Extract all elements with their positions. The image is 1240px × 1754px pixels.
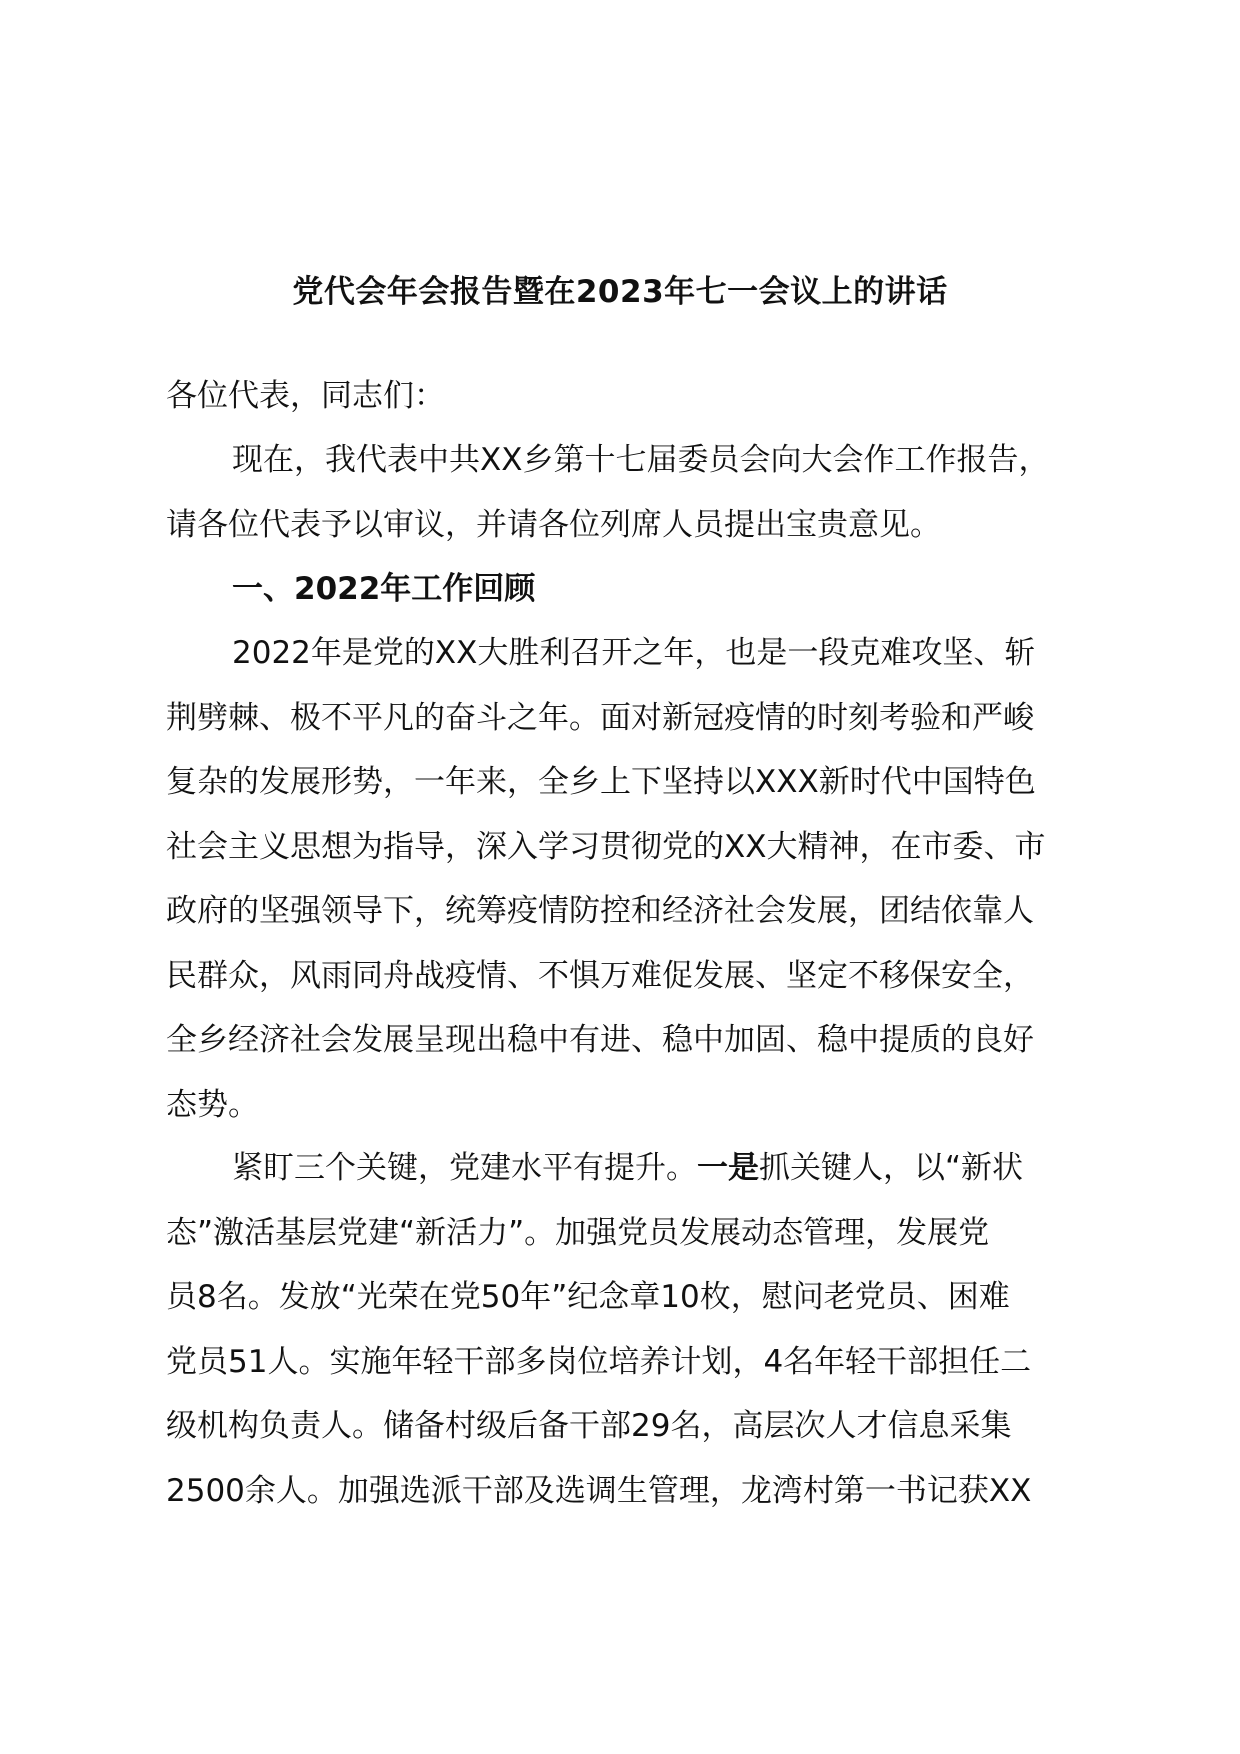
- party-building-paragraph: [166, 1136, 1112, 1523]
- paragraph-line: 2500余人。加强选派干部及选调生管理，龙湾村第一书记获XX: [166, 1472, 1032, 1509]
- bold-marker: 一是: [697, 1150, 759, 1186]
- salutation: [166, 364, 1112, 429]
- paragraph-line: 社会主义思想为指导，深入学习贯彻党的XX大精神，在市委、市: [166, 828, 1046, 865]
- salutation-line: 各位代表，同志们：: [166, 378, 445, 414]
- paragraph-line: 现在，我代表中共XX乡第十七届委员会向大会作工作报告，: [232, 442, 1050, 478]
- paragraph-first-line: [166, 1136, 1112, 1201]
- intro-paragraph: [166, 428, 1112, 557]
- paragraph-line: 党员51人。实施年轻干部多岗位培养计划，4名年轻干部担任二: [166, 1343, 1032, 1380]
- document-title: 党代会年会报告暨在2023年七一会议上的讲话: [292, 274, 948, 310]
- paragraph-line: 政府的坚强领导下，统筹疫情防控和经济社会发展，团结依靠人: [166, 893, 1034, 929]
- paragraph-line: 态势。: [166, 1086, 259, 1123]
- paragraph-lead-rest: 抓关键人，以“新状: [759, 1150, 1024, 1186]
- paragraph-line: 复杂的发展形势，一年来，全乡上下坚持以XXX新时代中国特色: [166, 764, 1036, 800]
- paragraph-line: 全乡经济社会发展呈现出稳中有进、稳中加固、稳中提质的良好: [166, 1022, 1034, 1058]
- review-paragraph: [166, 621, 1112, 1137]
- paragraph-line: 请各位代表予以审议，并请各位列席人员提出宝贵意见。: [166, 506, 941, 543]
- paragraph-line: 级机构负责人。储备村级后备干部29名，高层次人才信息采集: [166, 1408, 1012, 1444]
- paragraph-line: 2022年是党的XX大胜利召开之年，也是一段克难攻坚、斩: [232, 635, 1036, 671]
- paragraph-lead-text: 紧盯三个关键，党建水平有提升。: [232, 1150, 697, 1186]
- section-heading-text: 一、2022年工作回顾: [232, 571, 536, 607]
- paragraph-line: 民群众，风雨同舟战疫情、不惧万难促发展、坚定不移保安全，: [166, 957, 1034, 994]
- paragraph-line: 荆劈棘、极不平凡的奋斗之年。面对新冠疫情的时刻考验和严峻: [166, 699, 1034, 736]
- paragraph-line: 员8名。发放“光荣在党50年”纪念章10枚，慰问老党员、困难: [166, 1279, 1010, 1315]
- paragraph-line: 态”激活基层党建“新活力”。加强党员发展动态管理，发展党: [166, 1214, 990, 1251]
- section-heading: [166, 557, 1112, 622]
